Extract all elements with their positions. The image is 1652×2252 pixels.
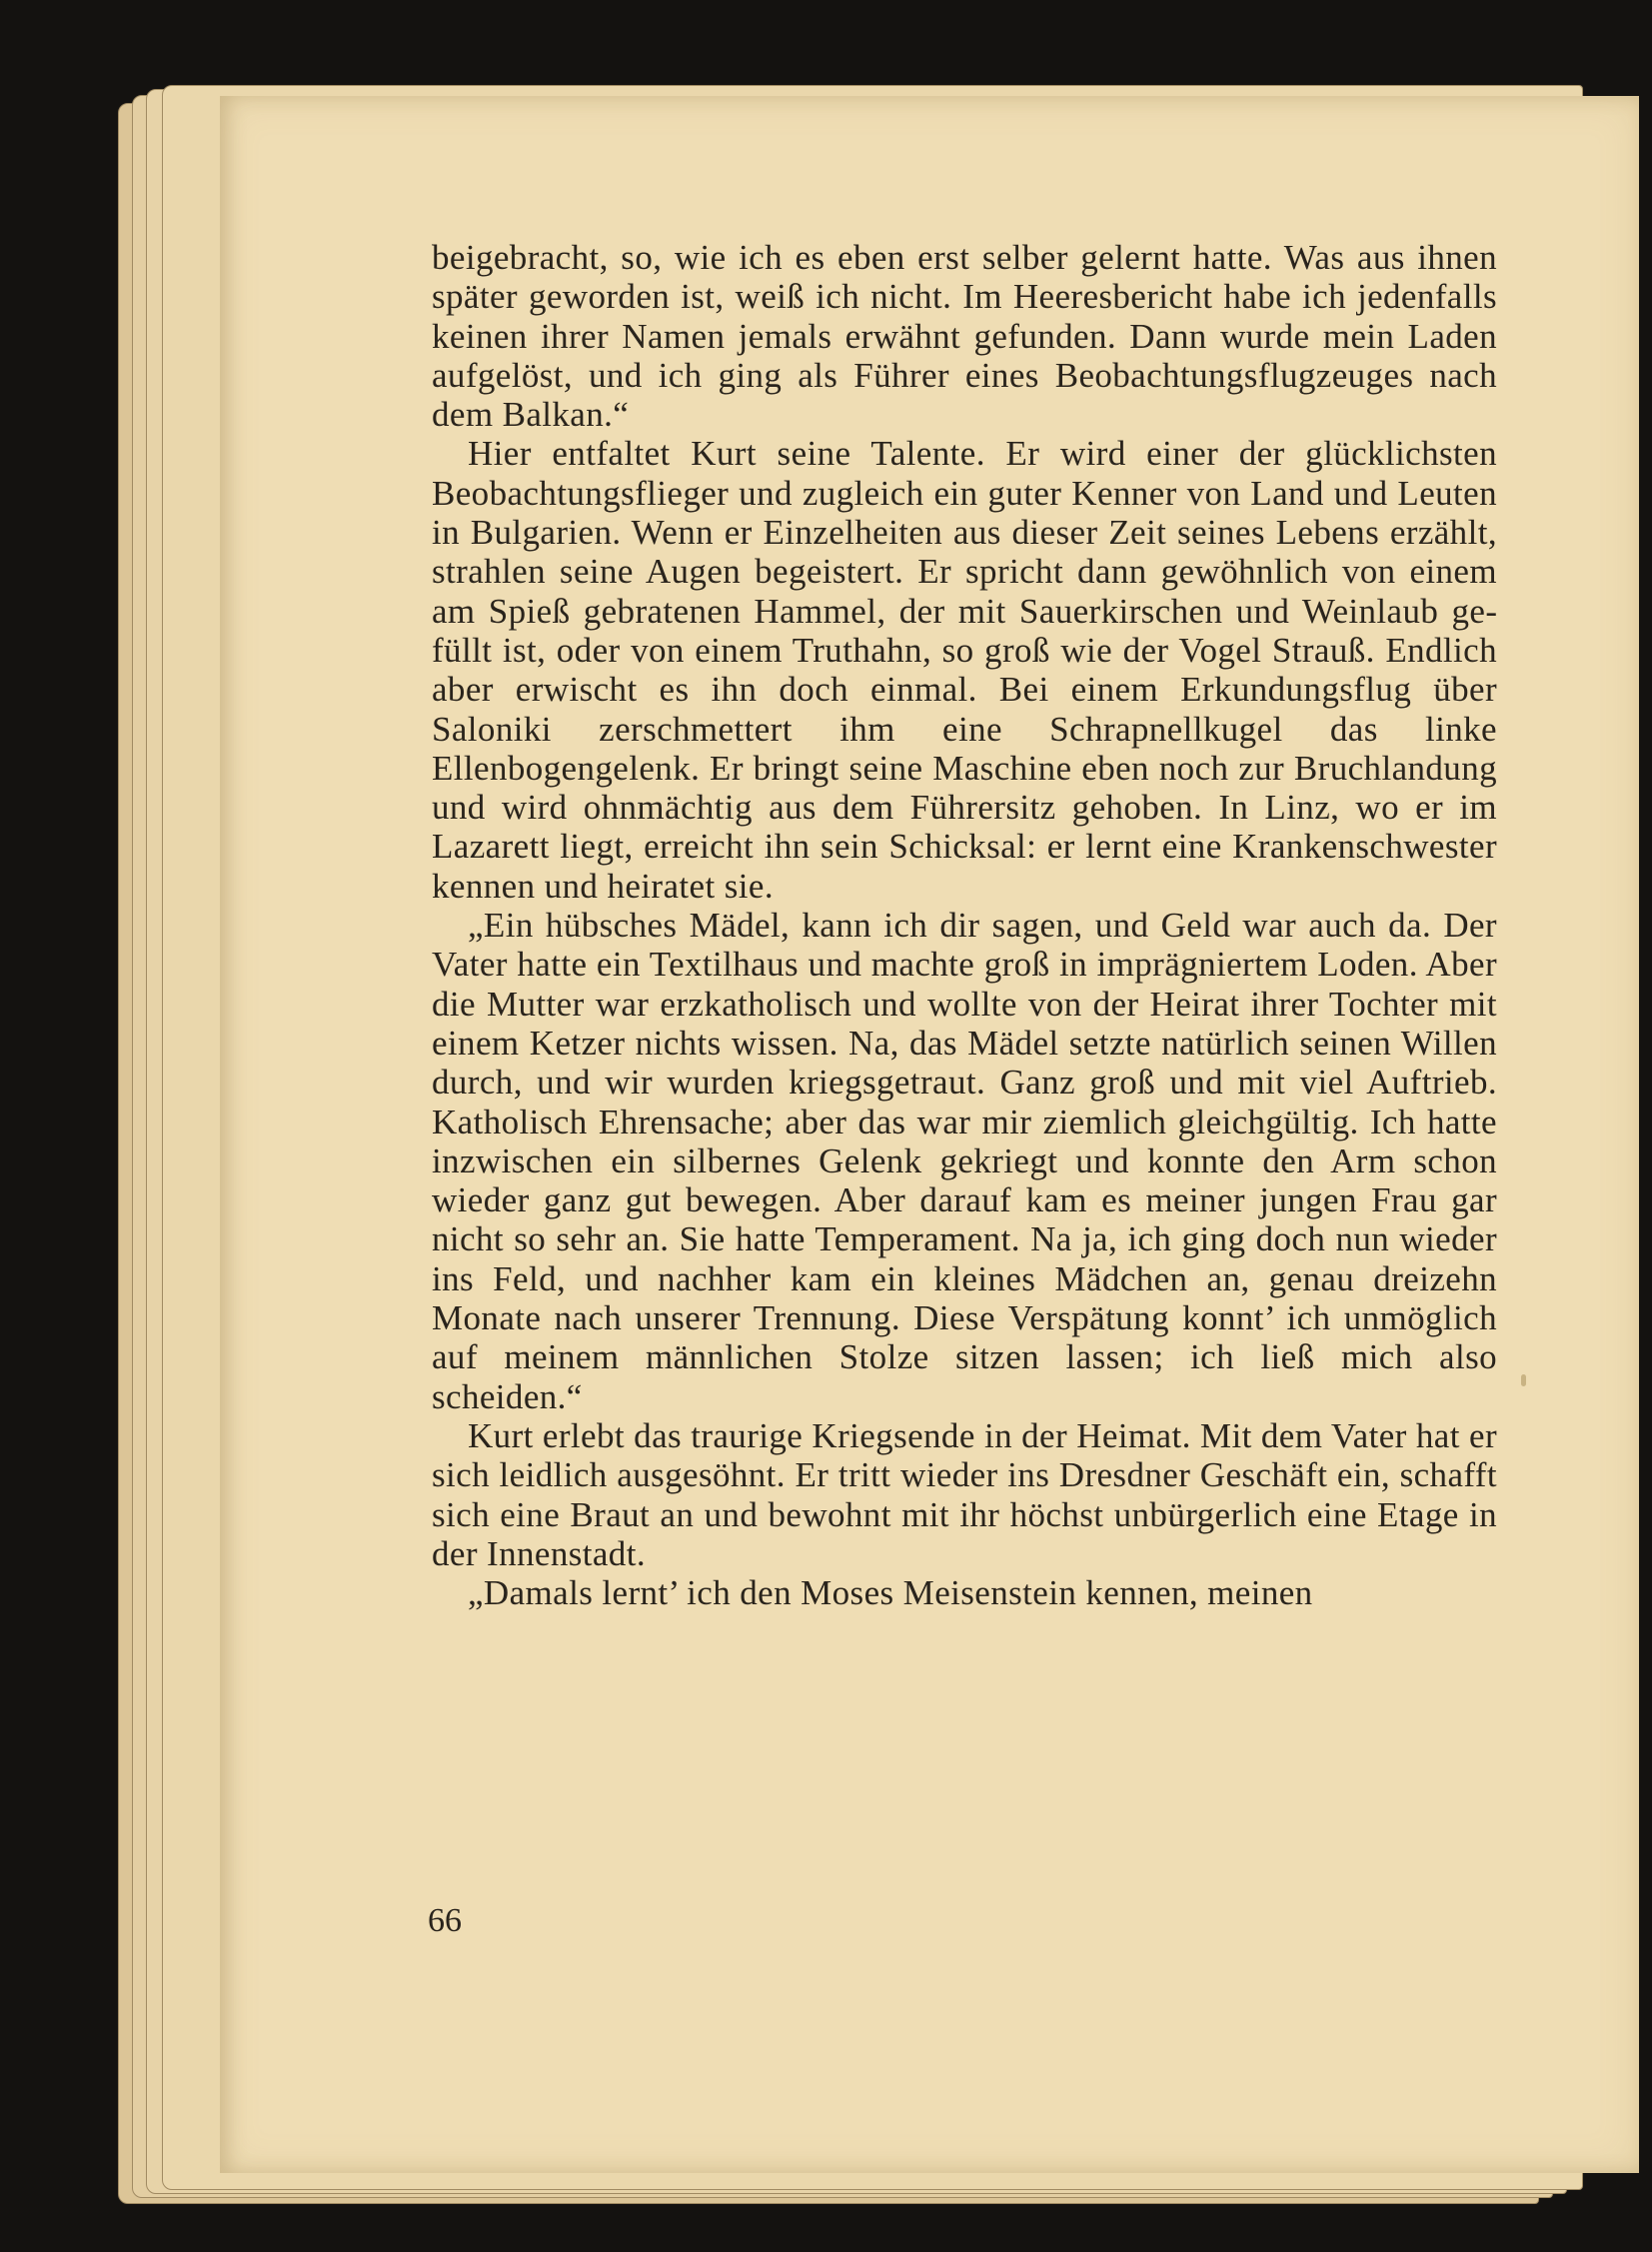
paragraph-2: Hier entfaltet Kurt seine Talente. Er wird einer der glücklichsten Beobachtungsflieger und zugleich ein guter Kenner von Land und Leuten in Bulgarien. Wenn er Einzelheiten aus dieser Zeit seines Lebens erzählt, strahlen seine Augen begeistert. Er spricht dann gewöhnlich von einem am Spieß gebratenen Hammel, der mit Sauerkirschen und Weinlaub gefüllt ist, oder von einem Truthahn, so groß wie der Vogel Strauß. Endlich aber erwischt es ihn doch einmal. Bei einem Erkundungsflug über Saloniki zerschmettert ihm eine Schrapnellkugel das linke Ellenbogengelenk. Er bringt seine Maschine eben noch zur Bruchlandung und wird ohnmächtig aus dem Führersitz gehoben. In Linz, wo er im Lazarett liegt, erreicht ihn sein Schicksal: er lernt eine Krankenschwester kennen und heiratet sie.: [432, 434, 1497, 906]
paper-speck: [1521, 1374, 1526, 1386]
paragraph-4: Kurt erlebt das traurige Kriegsende in der Heimat. Mit dem Vater hat er sich leidlich ausgesöhnt. Er tritt wieder ins Dresdner Geschäft ein, schafft sich eine Braut an und bewohnt mit ihr höchst unbürgerlich eine Etage in der Innenstadt.: [432, 1415, 1497, 1573]
paragraph-3: „Ein hübsches Mädel, kann ich dir sagen, und Geld war auch da. Der Vater hatte ein Textilhaus und machte groß in imprägniertem Loden. Aber die Mutter war erzkatholisch und wollte von der Heirat ihrer Tochter mit einem Ketzer nichts wissen. Na, das Mädel setzte natürlich seinen Willen durch, und wir wurden kriegsgetraut. Ganz groß und mit viel Auftrieb. Katholisch Ehrensache; aber das war mir ziemlich gleichgültig. Ich hatte inzwischen ein silbernes Gelenk gekriegt und konnte den Arm schon wieder ganz gut bewegen. Aber darauf kam es meiner jungen Frau gar nicht so sehr an. Sie hatte Temperament. Na ja, ich ging doch nun wieder ins Feld, und nachher kam ein kleines Mädchen an, genau dreizehn Monate nach unserer Trennung. Diese Verspätung konnt’ ich unmöglich auf meinem männlichen Stolze sitzen lassen; ich ließ mich also scheiden.“: [432, 906, 1497, 1416]
page-number: 66: [428, 1902, 462, 1939]
paragraph-1: beigebracht, so, wie ich es eben erst selber gelernt hatte. Was aus ihnen später geworden ist, weiß ich nicht. Im Heeresbericht habe ich jedenfalls keinen ihrer Namen jemals erwähnt gefunden. Dann wurde mein Laden aufgelöst, und ich ging als Führer eines Beobachtungsflugzeuges nach dem Balkan.“: [432, 238, 1497, 435]
body-text: [432, 238, 1497, 1612]
paragraph-5: „Damals lernt’ ich den Moses Meisenstein kennen, meinen: [468, 1573, 1313, 1613]
book-page: [220, 96, 1639, 2173]
